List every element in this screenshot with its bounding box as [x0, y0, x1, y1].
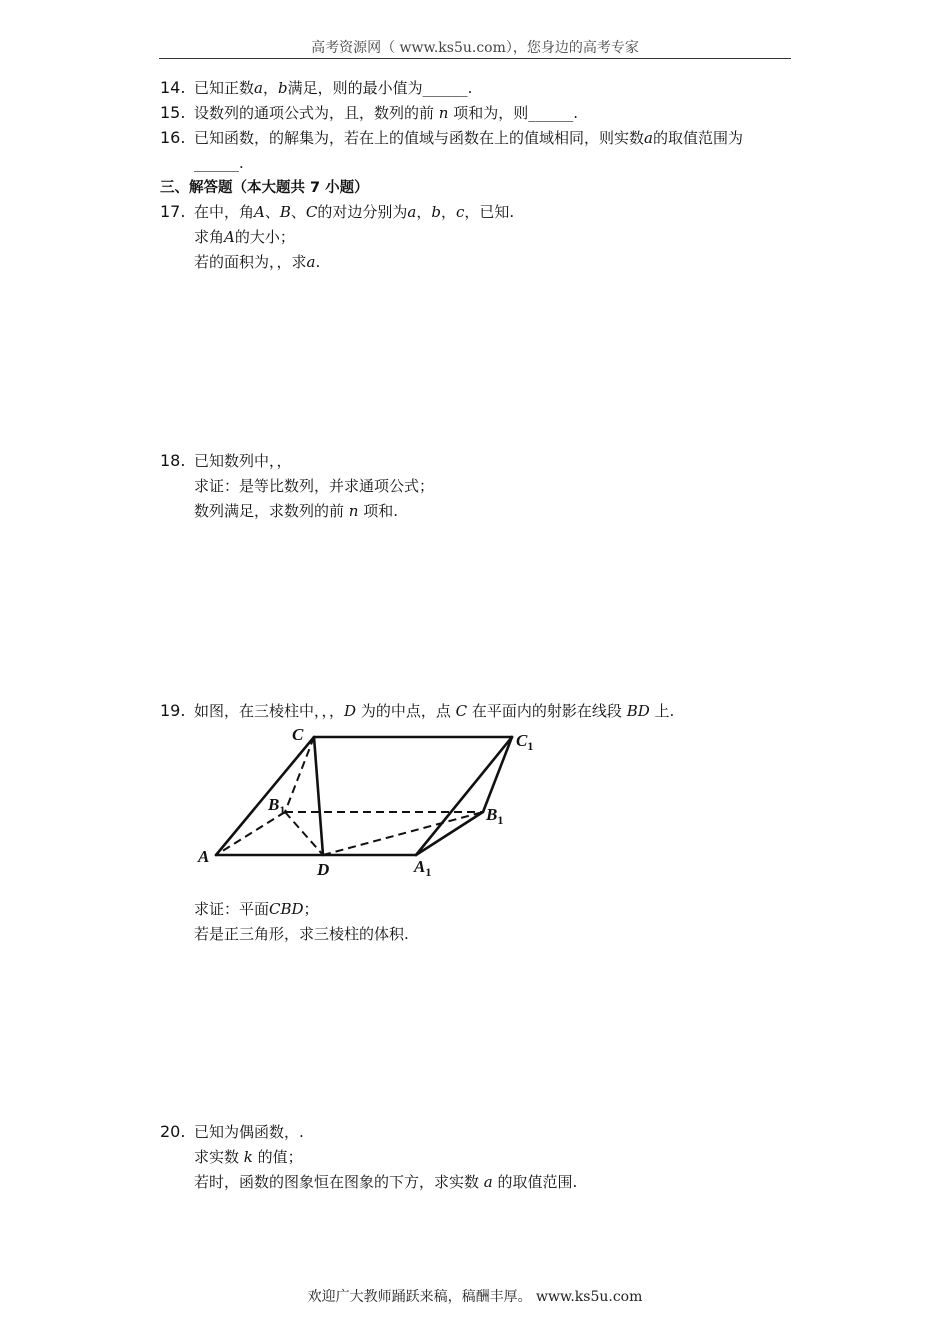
edge-d-b1-hidden [323, 812, 483, 855]
page-header: 高考资源网（ www.ks5u.com），您身边的高考专家 [311, 40, 639, 56]
q16-text-2: 的取值范围为 [652, 129, 743, 147]
q16-var-a: a [644, 129, 653, 147]
label-a1-sub: 1 [425, 865, 432, 879]
q17-text-1: 在中，角 [194, 203, 255, 221]
q17-text-2: 的对边分别为 [317, 203, 408, 221]
q19-text-2: 为的中点，点 [360, 702, 451, 720]
question-17 [160, 202, 514, 222]
q14-sep: ， [262, 79, 278, 97]
question-number: 17. [160, 202, 186, 221]
label-b1-letter: B [486, 805, 498, 824]
question-14 [160, 78, 472, 98]
q17-var-c: c [456, 203, 465, 221]
q20-p2-text-2: 的取值范围. [497, 1173, 578, 1191]
q14-text-2: 满足，则的最小值为 [287, 79, 423, 97]
q16-text-1: 已知函数，的解集为，若在上的值域与函数在上的值域相同，则实数 [194, 129, 645, 147]
label-a1-letter: A [414, 857, 426, 876]
label-c1-sub: 1 [527, 739, 534, 753]
q17-p1-var-A: A [224, 228, 235, 246]
q17-sep-1: 、 [264, 203, 280, 221]
question-20-part-1 [194, 1147, 303, 1167]
label-b1-sub: 1 [497, 813, 504, 827]
label-a1 [413, 857, 431, 879]
label-b-sub: 1 [279, 803, 286, 817]
q20-text-1: 已知为偶函数，. [194, 1123, 304, 1141]
q18-text-1: 已知数列中，， [194, 452, 292, 470]
q17-var-A: A [254, 203, 265, 221]
edge-b-a-hidden [216, 812, 285, 855]
edge-c1-b1 [483, 737, 512, 812]
question-17-part-1 [194, 227, 295, 247]
q15-text-1: 设数列的通项公式为，且，数列的前 [194, 104, 435, 122]
question-19-part-1 [194, 899, 319, 919]
edge-c-a [216, 737, 314, 855]
question-20 [160, 1122, 304, 1142]
edge-c-b-hidden [285, 737, 314, 812]
q17-sep-4: ， [441, 203, 457, 221]
label-d: D [317, 860, 330, 879]
question-20-part-2 [194, 1172, 577, 1192]
label-c: C [292, 725, 304, 744]
edge-c1-a1 [416, 737, 512, 855]
page-footer: 欢迎广大教师踊跃来稿，稿酬丰厚。 www.ks5u.com [307, 1289, 643, 1305]
q14-var-a: a [254, 79, 263, 97]
label-c1-letter: C [516, 731, 528, 750]
q18-p2-text-2: 项和. [363, 502, 399, 520]
label-b1 [485, 805, 503, 827]
q17-var-a: a [407, 203, 417, 221]
q17-p1-text-1: 求角 [194, 228, 225, 246]
q14-end: . [467, 79, 473, 97]
q19-p1-text-2: ； [303, 900, 319, 918]
q17-p2-text-1: 若的面积为，，求 [194, 253, 307, 271]
q20-p2-var-a: a [483, 1173, 493, 1191]
q17-var-B: B [279, 203, 291, 221]
label-c1 [516, 731, 533, 753]
q17-sep-3: ， [416, 203, 432, 221]
q14-var-b: b [277, 79, 288, 97]
q14-text-1: 已知正数 [194, 79, 255, 97]
question-number: 18. [160, 451, 186, 470]
header-rule [159, 58, 791, 59]
q19-var-D: D [344, 702, 357, 720]
question-19-part-2: 若是正三角形，求三棱柱的体积. [194, 925, 409, 943]
question-number: 20. [160, 1122, 186, 1141]
label-b-letter: B [268, 795, 280, 814]
question-number: 19. [160, 701, 186, 720]
question-number: 16. [160, 128, 186, 147]
q19-p1-var: CBD [269, 900, 304, 918]
question-16 [160, 128, 743, 148]
section-title: 三、解答题（本大题共 7 小题） [160, 180, 369, 196]
q15-text-2: 项和为，则 [453, 104, 529, 122]
question-16-cont [194, 153, 244, 173]
q20-p1-text-2: 的值； [257, 1148, 303, 1166]
q18-p2-var-n: n [348, 502, 359, 520]
q20-p2-text-1: 若时，函数的图象恒在图象的下方，求实数 [194, 1173, 480, 1191]
edge-c-d [314, 737, 323, 855]
prism-figure [190, 722, 550, 882]
question-15 [160, 103, 578, 123]
label-b [267, 795, 285, 817]
q19-text-1: 如图，在三棱柱中，，， [194, 702, 345, 720]
q19-var-BD: BD [626, 702, 650, 720]
q19-text-3: 在平面内的射影在线段 [471, 702, 622, 720]
answer-blank: ______ [422, 79, 468, 97]
question-18-part-1: 求证：是等比数列，并求通项公式； [194, 477, 435, 495]
question-19 [160, 701, 674, 721]
q17-p1-text-2: 的大小； [234, 228, 295, 246]
q15-end: . [573, 104, 579, 122]
question-17-part-2 [194, 252, 320, 272]
q16-end: . [239, 154, 244, 172]
q17-var-b: b [431, 203, 441, 221]
label-a: A [198, 847, 210, 866]
question-number: 15. [160, 103, 186, 122]
edge-a1-b1 [416, 812, 483, 855]
q20-p1-var-k: k [243, 1148, 253, 1166]
q17-p2-var-a: a [306, 253, 316, 271]
q19-text-4: 上. [654, 702, 675, 720]
q18-p2-text-1: 数列满足，求数列的前 [194, 502, 345, 520]
q19-var-C: C [455, 702, 468, 720]
q19-p1-text-1: 求证：平面 [194, 900, 270, 918]
q17-p2-text-2: . [315, 253, 321, 271]
question-18-part-2 [194, 501, 398, 521]
edge-b-d-hidden [285, 812, 323, 855]
q17-var-C: C [305, 203, 318, 221]
answer-blank: ______ [194, 154, 239, 172]
q17-text-3: ，已知. [464, 203, 515, 221]
question-number: 14. [160, 78, 186, 97]
q15-var-n: n [438, 104, 449, 122]
question-18 [160, 451, 292, 471]
q17-sep-2: 、 [290, 203, 306, 221]
q20-p1-text-1: 求实数 [194, 1148, 240, 1166]
answer-blank: ______ [528, 104, 574, 122]
